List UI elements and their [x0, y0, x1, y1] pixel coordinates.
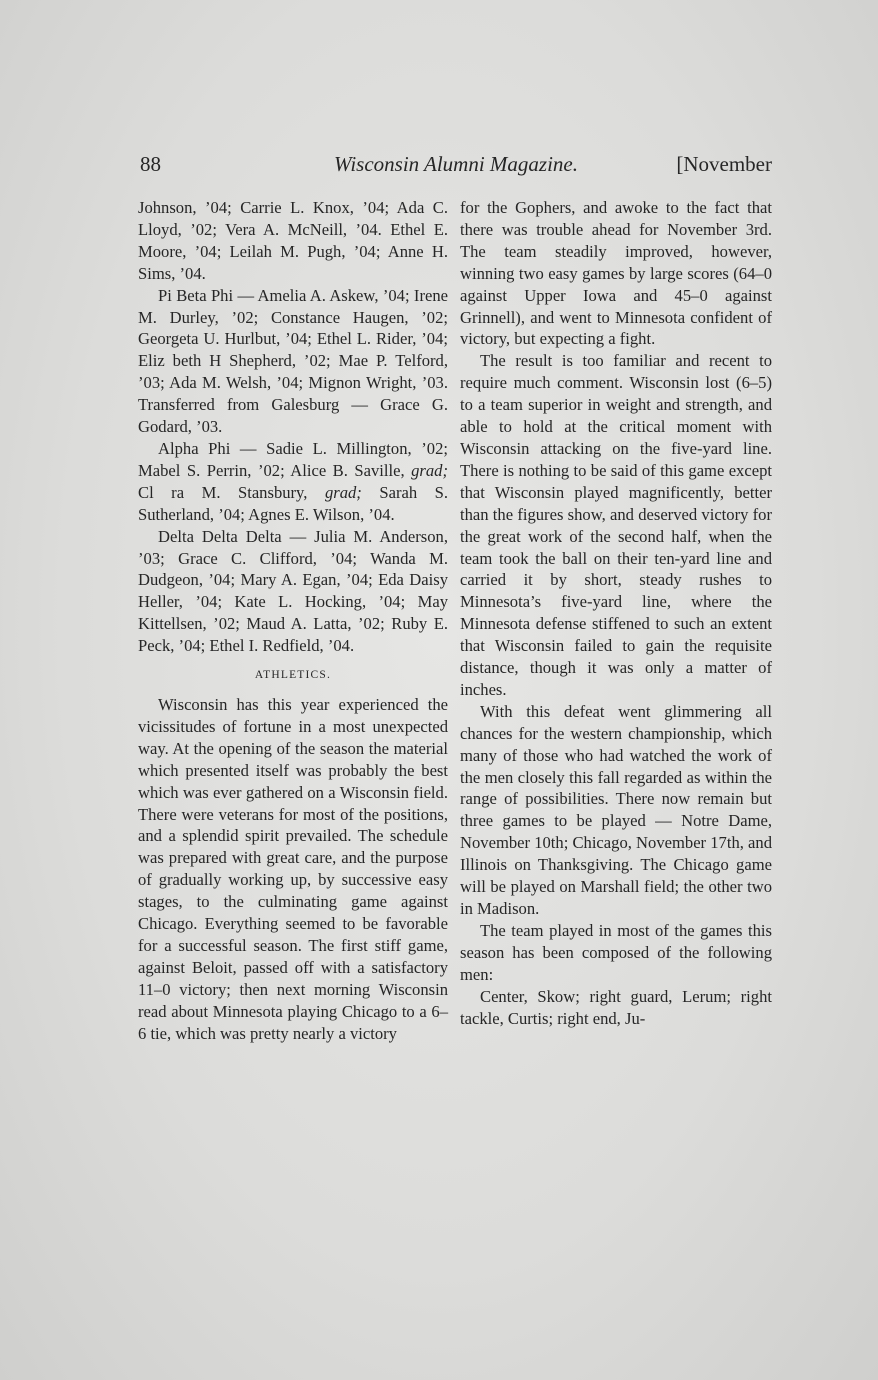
- athletics-paragraph-5: Center, Skow; right guard, Lerum; right tackle, Curtis; right end, Ju-: [460, 986, 772, 1028]
- page-number: 88: [140, 152, 161, 176]
- pi-beta-phi-paragraph: Pi Beta Phi — Amelia A. Askew, ’04; Irene M. Durley, ’02; Constance Haugen, ’02; Georgeta U. Hurlbut, ’04; Ethel L. Rider, ’04; Eliz beth H Shepherd, ’02; Mae P. Telford, ’03; Ada M. Welsh, ’04; Mignon Wright, ’03. Transferred from Galesburg — Grace G. Godard, ’03.: [138, 285, 448, 437]
- alpha-phi-text-c: Sarah S. Sutherland, ’04; Agnes E. Wilson, ’04.: [138, 482, 449, 524]
- delta-delta-delta-paragraph: Delta Delta Delta — Julia M. Anderson, ’03; Grace C. Clifford, ’04; Wanda M. Dudgeon, ’04; Mary A. Egan, ’04; Eda Daisy Heller, ’04; Kate L. Hocking, ’04; May Kittellsen, ’02; Maud A. Latta, ’02; Ruby E. Peck, ’04; Ethel I. Redfield, ’04.: [138, 526, 448, 656]
- page-header: [140, 150, 772, 180]
- athletics-heading: ATHLETICS.: [254, 669, 332, 682]
- grad-label-2: grad;: [324, 482, 362, 502]
- right-column: [460, 197, 772, 1029]
- athletics-paragraph-1: Wisconsin has this year experienced the vicissitudes of fortune in a most unexpected way. At the opening of the season the material which presented itself was probably the best which was ever gathered on a Wisconsin field. There were veterans for most of the positions, and a splendid spirit prevailed. The schedule was prepared with great care, and the purpose of gradually working up, by successive easy stages, to the culminating game against Chicago. Everything seemed to be favorable for a successful season. The first stiff game, against Beloit, passed off with a satisfactory 11–0 victory; then next morning Wisconsin read about Minnesota playing Chicago to a 6–6 tie, which was pretty nearly a victory: [138, 695, 448, 1043]
- athletics-paragraph-2: The result is too familiar and recent to require much comment. Wisconsin lost (6–5) to a team superior in weight and strength, and able to hold at the critical moment with Wisconsin attacking on the five-yard line. There is nothing to be said of this game except that Wisconsin played magnificently, better than the figures show, and deserved victory for the great work of the second half, when the team took the ball on their ten-yard line and carried it by short, steady rushes to Minnesota’s five-yard line, where the Minnesota defense stiffened to such an extent that Wisconsin failed to gain the requisite distance, though it was only a matter of inches.: [460, 351, 772, 699]
- left-column: [138, 197, 448, 1045]
- sorority-list-continued: Johnson, ’04; Carrie L. Knox, ’04; Ada C. Lloyd, ’02; Vera A. McNeill, ’04. Ethel E. Moore, ’04; Leilah M. Pugh, ’04; Anne H. Sims, ’04.: [138, 198, 448, 283]
- athletics-paragraph-1-continued: for the Gophers, and awoke to the fact that there was trouble ahead for November 3rd. The team steadily improved, however, winning two easy games by large scores (64–0 against Upper Iowa and 45–0 against Grinnell), and went to Minnesota confident of victory, but expecting a fight.: [460, 198, 772, 349]
- alpha-phi-text-b: Cl ra M. Stansbury,: [138, 482, 308, 502]
- grad-label-1: grad;: [411, 460, 448, 480]
- alpha-phi-paragraph: [138, 438, 448, 526]
- alpha-phi-text-a: Alpha Phi — Sadie L. Millington, ’02; Mabel S. Perrin, ’02; Alice B. Saville,: [138, 438, 448, 480]
- running-title: Wisconsin Alumni Magazine.: [333, 152, 579, 176]
- athletics-paragraph-3: With this defeat went glimmering all chances for the western championship, which many of those who had watched the work of the men closely this fall regarded as within the range of possibilities. There now remain but three games to be played — Notre Dame, November 10th; Chicago, November 17th, and Illinois on Thanksgiving. The Chicago game will be played on Marshall field; the other two in Madison.: [460, 701, 772, 918]
- issue-month: [November: [676, 152, 772, 176]
- athletics-paragraph-4: The team played in most of the games this season has been composed of the following men:: [460, 920, 772, 984]
